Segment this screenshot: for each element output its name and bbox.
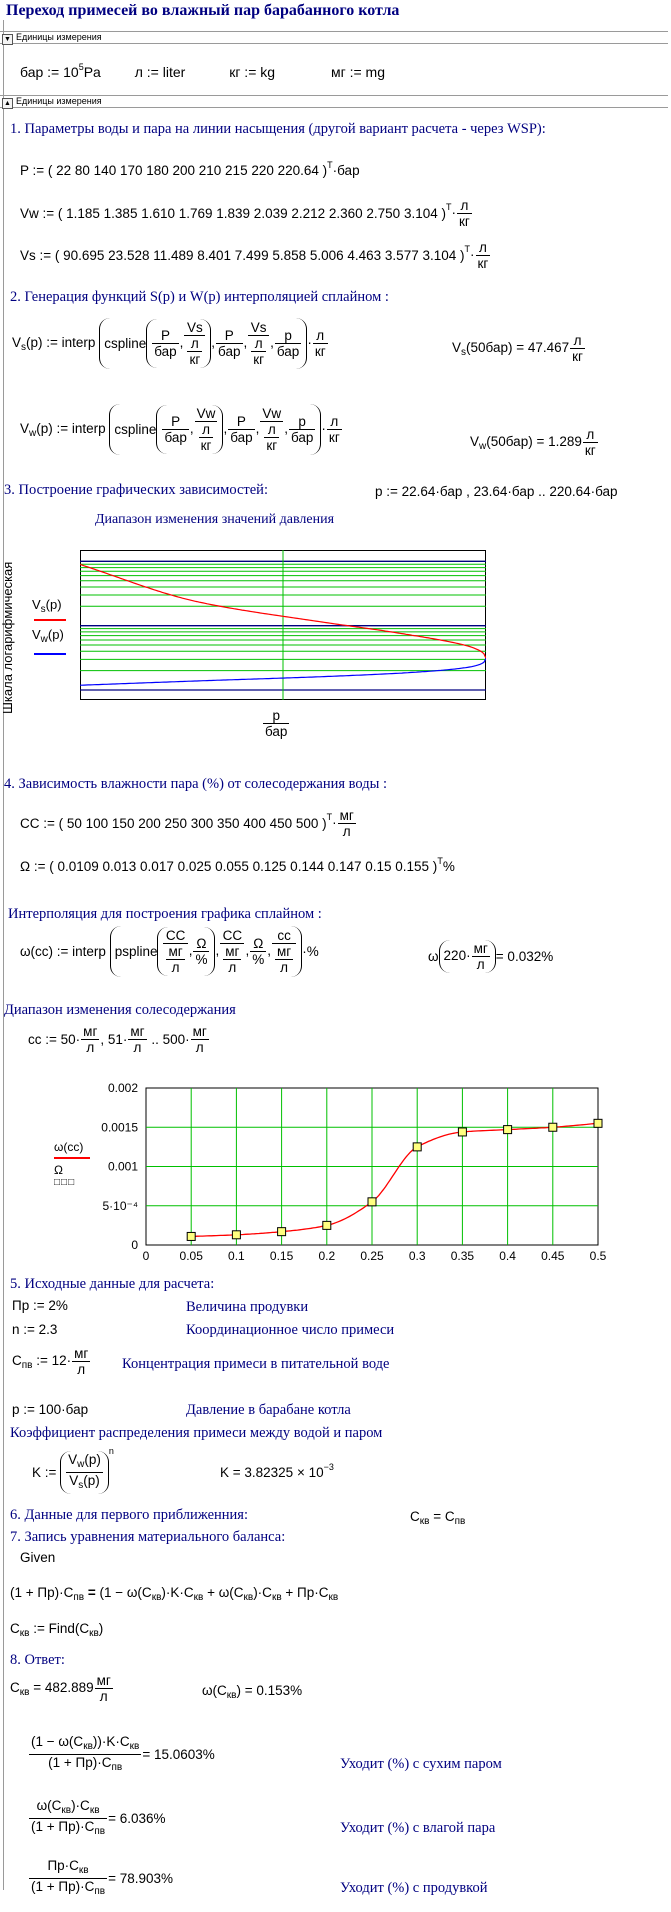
cpv-desc: Концентрация примеси в питательной воде: [122, 1356, 390, 1372]
x-tick-label: 0: [142, 1249, 150, 1263]
data-marker: [187, 1232, 195, 1240]
data-marker: [232, 1231, 240, 1239]
Vs-row: Vs := ( 90.695 23.528 11.489 8.401 7.499 5.858 5.006 4.463 3.577 3.104 )$^T$· $\frac{л}{кг}$: [20, 240, 489, 271]
chart1-xlabel: $\frac{p}{\text{бар}}$: [265, 708, 288, 739]
k-definition: K := $\frac{V_w(p)}{V_s(p)}$ $^n$: [32, 1446, 114, 1494]
omega-kv-result: $\omega(C_{кв}) = 0.153\%$: [202, 1683, 303, 1701]
section-1-heading: 1. Параметры воды и пара на линии насыщения (другой вариант расчета - через WSP):: [10, 121, 546, 137]
Vw-row: Vw := ( 1.185 1.385 1.610 1.769 1.839 2.039 2.212 2.360 2.750 3.104 )$^T$· $\frac{л}{кг}$: [20, 198, 470, 229]
moisture-desc: Уходит (%) с влагой пара: [340, 1820, 496, 1836]
p-desc: Давление в барабане котла: [186, 1402, 351, 1418]
n-desc: Координационное число примеси: [186, 1322, 395, 1338]
omega-result: ω 220· $\frac{мг}{л}$ = 0.032%: [428, 941, 554, 972]
chart1-title: Диапазон изменения значений давления: [95, 512, 335, 527]
units-row: [20, 62, 385, 80]
section-5-heading: 5. Исходные данные для расчета:: [10, 1276, 215, 1292]
units-region-bar-end[interactable]: [0, 95, 668, 108]
range-heading: Диапазон изменения солесодержания: [4, 1002, 236, 1018]
legend-vs-swatch: [34, 619, 66, 621]
data-marker: [368, 1198, 376, 1206]
x-tick-label: 0.25: [360, 1249, 384, 1263]
legend-omega-cc: ω(cc): [54, 1140, 84, 1154]
data-marker: [549, 1123, 557, 1131]
data-marker: [278, 1228, 286, 1236]
section-7-heading: 7. Запись уравнения материального баланса:: [10, 1529, 286, 1545]
section-8-heading: 8. Ответ:: [10, 1652, 65, 1668]
pr-desc: Величина продувки: [186, 1299, 309, 1315]
vs-result: $V_s(50бар) = 47.467$ $\frac{л}{кг}$: [452, 333, 583, 364]
x-tick-label: 0.2: [318, 1249, 336, 1263]
x-tick-label: 0.35: [450, 1249, 475, 1263]
k-heading: Коэффициент распределения примеси между водой и паром: [10, 1425, 383, 1441]
Omega-row: Ω := ( 0.0109 0.013 0.017 0.025 0.055 0.125 0.144 0.147 0.15 0.155 )$^T$%: [20, 856, 455, 874]
balance-equation: $(1 + Пр)\cdot C_{пв} = (1 - \omega(C_{кв})\cdot K\cdot C_{кв} + \omega(C_{кв})\cdot C_{кв} + Пр\cdot C_{кв}$: [10, 1585, 339, 1603]
p-range: p := 22.64·бар , 23.64·бар .. 220.64·бар: [375, 484, 618, 499]
x-tick-label: 0.5: [589, 1249, 606, 1263]
interp-heading: Интерполяция для построения графика сплайном :: [8, 906, 322, 922]
data-marker: [323, 1221, 331, 1229]
section-4-heading: 4. Зависимость влажности пара (%) от солесодержания воды :: [4, 776, 388, 792]
n-def: n := 2.3: [12, 1322, 58, 1337]
collapse-down-icon[interactable]: ▼: [2, 34, 13, 45]
k-result: $K = 3.82325 \times 10^{-3}$: [220, 1462, 334, 1480]
y-tick-label: 0.0015: [101, 1120, 138, 1135]
x-tick-label: 0.1: [228, 1249, 245, 1263]
legend-Omega: Ω: [54, 1163, 63, 1177]
dry-steam-desc: Уходит (%) с сухим паром: [340, 1756, 502, 1772]
legend-Omega-markers: □□□: [54, 1177, 76, 1188]
CC-row: CC := ( 50 100 150 200 250 300 350 400 450 500 )$^T$· $\frac{мг}{л}$: [20, 808, 354, 839]
unit-mg: мг := mg: [330, 64, 385, 80]
vw-definition: $V_w(p)$ := interp cspline $\frac{P}{\text{бар}}$ , $\frac{Vw}{\frac{л}{кг}}$ , $\frac{P}{\text{бар}}$ , $\frac{Vw}{\frac{л}{кг}}$ , $\frac{p}{\text{бар}}$ · $\frac{л}{кг}$: [20, 406, 340, 453]
unit-kg: кг := kg: [229, 64, 276, 80]
cc-range: cc := 50· $\frac{мг}{л}$ , 51· $\frac{мг}{л}$ .. 500· $\frac{мг}{л}$: [28, 1024, 207, 1055]
legend-vs: $V_s(p)$: [32, 597, 62, 615]
section-3-heading: 3. Построение графических зависимостей:: [4, 482, 268, 498]
find-statement: $C_{кв}$ := $Find(C_{кв})$: [10, 1621, 104, 1639]
data-marker: [413, 1143, 421, 1151]
region-label: Единицы измерения: [16, 32, 102, 42]
pr-def: Пр := 2%: [12, 1298, 68, 1313]
legend-vw-swatch: [34, 653, 66, 655]
region-line: [3, 20, 4, 1890]
page-title: Переход примесей во влажный пар барабанного котла: [6, 2, 400, 19]
blowdown-desc: Уходит (%) с продувкой: [340, 1880, 488, 1896]
x-tick-label: 0.3: [408, 1249, 426, 1263]
x-tick-label: 0.45: [541, 1249, 565, 1263]
blowdown-ratio: $\frac{Пр\cdot C_{кв}}{(1 + Пр)\cdot C_{пв}}$ = 78.903%: [31, 1858, 174, 1897]
unit-liter: л := liter: [134, 64, 186, 80]
P-row: P := ( 22 80 140 170 180 200 210 215 220 220.64 )$^T$·бар: [20, 160, 360, 178]
dry-steam-ratio: $\frac{(1 - \omega(C_{кв}))\cdot K\cdot C_{кв}}{(1 + Пр)\cdot C_{пв}}$ = 15.0603%: [31, 1734, 215, 1773]
chart1-plot: [80, 550, 486, 700]
y-tick-label: 0.002: [107, 1081, 138, 1095]
data-marker: [458, 1128, 466, 1136]
collapse-up-icon[interactable]: ▲: [2, 98, 13, 109]
y-tick-label: 0: [131, 1238, 138, 1252]
chart1-ylabel: Шкала логарифмическая: [0, 561, 15, 714]
x-tick-label: 0.15: [269, 1249, 294, 1263]
vs-definition: $V_s(p)$ := interp cspline $\frac{P}{\text{бар}}$ , $\frac{Vs}{\frac{л}{кг}}$ , $\frac{P}{\text{бар}}$ , $\frac{Vs}{\frac{л}{кг}}$ , $\frac{p}{\text{бар}}$ · $\frac{л}{кг}$: [12, 320, 326, 367]
cpv-def: $C_{пв}$ := 12· $\frac{мг}{л}$: [12, 1346, 89, 1377]
vw-result: $V_w(50бар) = 1.289$ $\frac{л}{кг}$: [470, 427, 596, 458]
section-2-heading: 2. Генерация функций S(p) и W(p) интерполяцией сплайном :: [10, 289, 389, 305]
data-marker: [594, 1119, 602, 1127]
omega-definition: ω(cc) := interp pspline $\frac{CC}{\frac{мг}{л}}$ , $\frac{\Omega}{\%}$ , $\frac{CC}{\frac{мг}{л}}$ , $\frac{\Omega}{\%}$ , $\frac{cc}{\frac{мг}{л}}$ ·%: [20, 928, 319, 975]
data-marker: [504, 1126, 512, 1134]
units-region-bar[interactable]: [0, 31, 668, 44]
first-approx-eq: $C_{кв} = C_{пв}$: [410, 1509, 466, 1527]
legend-omega-cc-swatch: [54, 1157, 90, 1159]
section-6-heading: 6. Данные для первого приближенния:: [10, 1507, 248, 1523]
chart2-plot: [86, 1080, 606, 1265]
given-keyword: Given: [20, 1550, 56, 1565]
c-kv-result: $C_{кв} = 482.889$ $\frac{мг}{л}$: [10, 1673, 111, 1704]
p-def: p := 100·бар: [12, 1402, 89, 1417]
y-tick-label: 5·10⁻⁴: [102, 1198, 138, 1213]
unit-bar: бар := $10^5Pa$: [20, 62, 101, 80]
y-tick-label: 0.001: [107, 1159, 138, 1174]
legend-vw: $V_w(p)$: [32, 627, 64, 645]
region-label: Единицы измерения: [16, 96, 102, 106]
x-tick-label: 0.05: [179, 1249, 203, 1263]
x-tick-label: 0.4: [499, 1249, 516, 1263]
moisture-ratio: $\frac{\omega(C_{кв})\cdot C_{кв}}{(1 + Пр)\cdot C_{пв}}$ = 6.036%: [31, 1798, 166, 1837]
